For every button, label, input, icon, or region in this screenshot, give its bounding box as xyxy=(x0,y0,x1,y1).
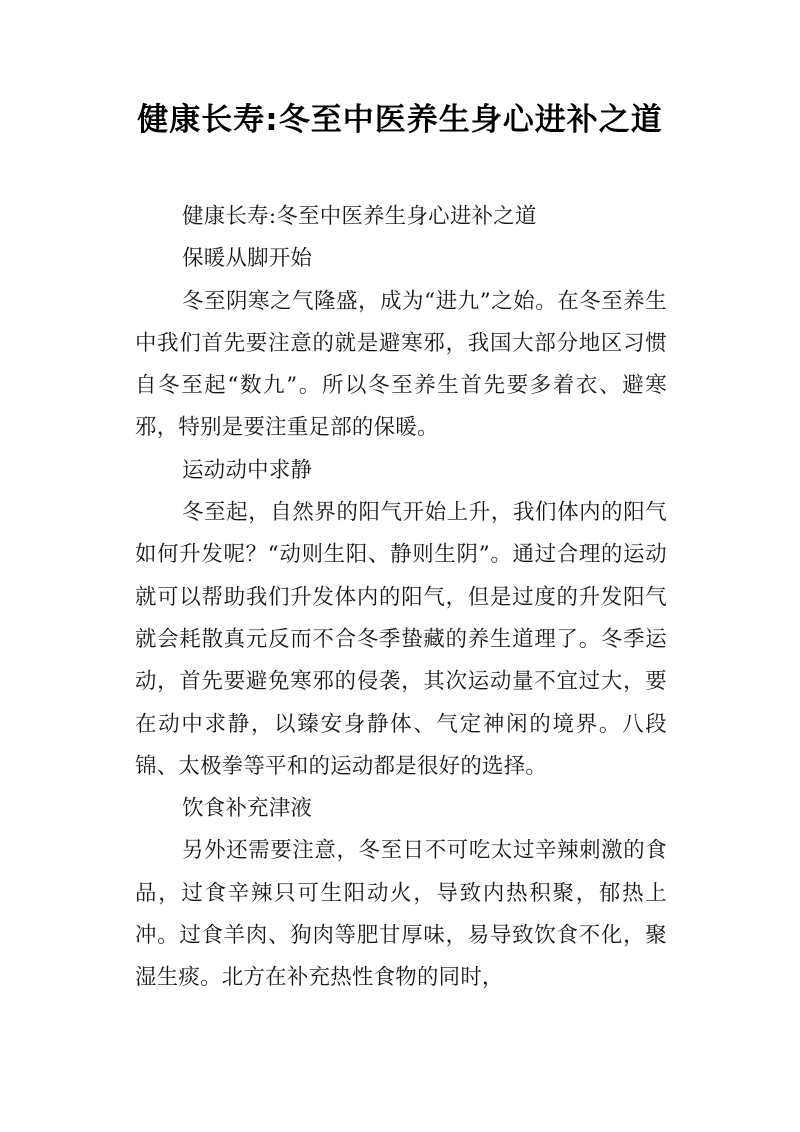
document-body xyxy=(135,196,667,1000)
section-heading-diet: 饮食补充津液 xyxy=(182,796,313,822)
section-heading-exercise: 运动动中求静 xyxy=(182,457,313,483)
document-subtitle: 健康长寿:冬至中医养生身心进补之道 xyxy=(182,204,537,229)
document-title: 健康长寿:冬至中医养生身心进补之道 xyxy=(137,102,663,138)
paragraph-diet: 另外还需要注意，冬至日不可吃太过辛辣刺激的食品，过食辛辣只可生阳动火，导致内热积聚，郁热上冲。过食羊肉、狗肉等肥甘厚味，易导致饮食不化，聚湿生痰。北方在补充热性食物的同时， xyxy=(135,838,667,991)
paragraph-keep-warm: 冬至阴寒之气隆盛，成为“进九”之始。在冬至养生中我们首先要注意的就是避寒邪，我国大部分地区习惯自冬至起“数九”。所以冬至养生首先要多着衣、避寒邪，特别是要注重足部的保暖。 xyxy=(135,288,667,441)
section-heading-keep-warm: 保暖从脚开始 xyxy=(182,246,313,272)
paragraph-exercise: 冬至起，自然界的阳气开始上升，我们体内的阳气如何升发呢？“动则生阳、静则生阴”。通过合理的运动就可以帮助我们升发体内的阳气，但是过度的升发阳气就会耗散真元反而不合冬季蛰藏的养生道理了。冬季运动，首先要避免寒邪的侵袭，其次运动量不宜过大，要在动中求静，以臻安身静体、气定神闲的境界。八段锦、太极拳等平和的运动都是很好的选择。 xyxy=(135,500,667,779)
